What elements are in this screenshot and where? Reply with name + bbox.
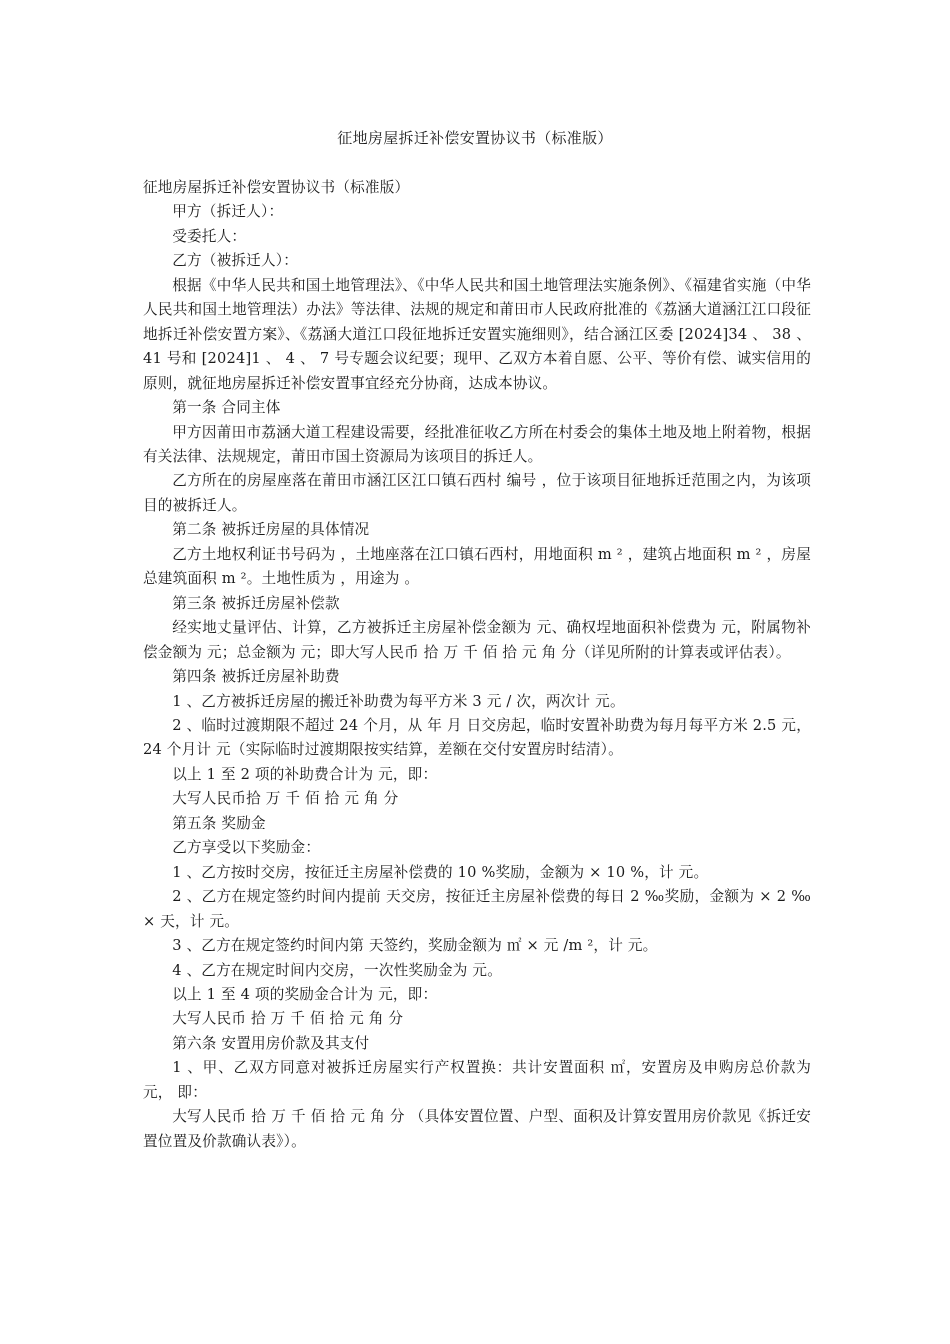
article-4-item-1: 1 、乙方被拆迁房屋的搬迁补助费为每平方米 3 元 / 次，两次计 元。: [172, 692, 625, 710]
article-5-item-2: 2 、乙方在规定签约时间内提前 天交房，按征迁主房屋补偿费的每日 2 ‰奖励，金额为 × 2 ‰× 天，计 元。: [143, 888, 811, 930]
party-b-line: 乙方（被拆迁人）：: [172, 252, 299, 270]
page-title: 征地房屋拆迁补偿安置协议书（标准版）: [337, 129, 613, 147]
article-4-heading: 第四条 被拆迁房屋补助费: [172, 668, 340, 686]
article-6-heading: 第六条 安置用房价款及其支付: [172, 1034, 370, 1052]
article-6-total-in-words: 大写人民币 拾 万 千 佰 拾 元 角 分 （具体安置位置、户型、面积及计算安置用房价款见《拆迁安置位置及价款确认表》）。: [143, 1108, 811, 1150]
article-5-intro: 乙方享受以下奖励金：: [172, 839, 321, 857]
document-body: [143, 176, 811, 1154]
article-6-item-1: 1 、甲、乙双方同意对被拆迁房屋实行产权置换：共计安置面积 ㎡，安置房及申购房总价款为 元， 即：: [143, 1059, 811, 1101]
agent-line: 受委托人：: [172, 227, 247, 245]
party-a-line: 甲方（拆迁人）：: [172, 203, 284, 221]
preamble-paragraph: 根据《中华人民共和国土地管理法》、《中华人民共和国土地管理法实施条例》、《福建省实施（中华人民共和国土地管理法）办法》等法律、法规的规定和莆田市人民政府批准的《荔涵大道涵江江口段征地拆迁补偿安置方案》、《荔涵大道江口段征地拆迁安置实施细则》，结合涵江区委 [2024]34 、 38 、 41 号和 [2024]1 、 4 、 7 号专题会议纪要；现甲、乙双方本着自愿、公平、等价有偿、诚实信用的原则，就征地房屋拆迁补偿安置事宜经充分协商，达成本协议。: [143, 276, 811, 392]
article-1-paragraph-2: 乙方所在的房屋座落在莆田市涵江区江口镇石西村 编号 ，位于该项目征地拆迁范围之内，为该项目的被拆迁人。: [143, 472, 811, 514]
article-2-paragraph: 乙方土地权利证书号码为 ，土地座落在江口镇石西村，用地面积 m ² ，建筑占地面积 m ² ，房屋总建筑面积 m ²。土地性质为 ，用途为 。: [143, 545, 811, 588]
article-5-heading: 第五条 奖励金: [172, 814, 266, 832]
document-subtitle: 征地房屋拆迁补偿安置协议书（标准版）: [143, 179, 410, 196]
article-5-total: 以上 1 至 4 项的奖励金合计为 元，即：: [172, 985, 438, 1003]
article-5-item-3: 3 、乙方在规定签约时间内第 天签约，奖励金额为 ㎡ × 元 /m ²，计 元。: [172, 937, 658, 955]
article-4-item-2: 2 、临时过渡期限不超过 24 个月，从 年 月 日交房起，临时安置补助费为每月每平方米 2.5 元， 24 个月计 元（实际临时过渡期限按实结算，差额在交付安置房时结清）。: [143, 716, 811, 759]
article-3-paragraph: 经实地丈量评估、计算，乙方被拆迁主房屋补偿金额为 元、确权埕地面积补偿费为 元，附属物补偿金额为 元；总金额为 元；即大写人民币 拾 万 千 佰 拾 元 角 分（详见所附的计算表或评估表）。: [143, 619, 811, 661]
article-5-total-in-words: 大写人民币 拾 万 千 佰 拾 元 角 分: [172, 1010, 404, 1028]
article-2-heading: 第二条 被拆迁房屋的具体情况: [172, 521, 370, 539]
article-1-paragraph-1: 甲方因莆田市荔涵大道工程建设需要，经批准征收乙方所在村委会的集体土地及地上附着物，根据有关法律、法规规定，莆田市国土资源局为该项目的拆迁人。: [143, 423, 811, 465]
article-4-total-in-words: 大写人民币拾 万 千 佰 拾 元 角 分: [172, 790, 399, 808]
article-5-item-1: 1 、乙方按时交房，按征迁主房屋补偿费的 10 %奖励，金额为 × 10 %，计 元。: [172, 863, 709, 881]
article-3-heading: 第三条 被拆迁房屋补偿款: [172, 594, 340, 612]
article-1-heading: 第一条 合同主体: [172, 399, 281, 417]
article-4-total: 以上 1 至 2 项的补助费合计为 元，即：: [172, 765, 438, 783]
article-5-item-4: 4 、乙方在规定时间内交房，一次性奖励金为 元。: [172, 961, 503, 979]
